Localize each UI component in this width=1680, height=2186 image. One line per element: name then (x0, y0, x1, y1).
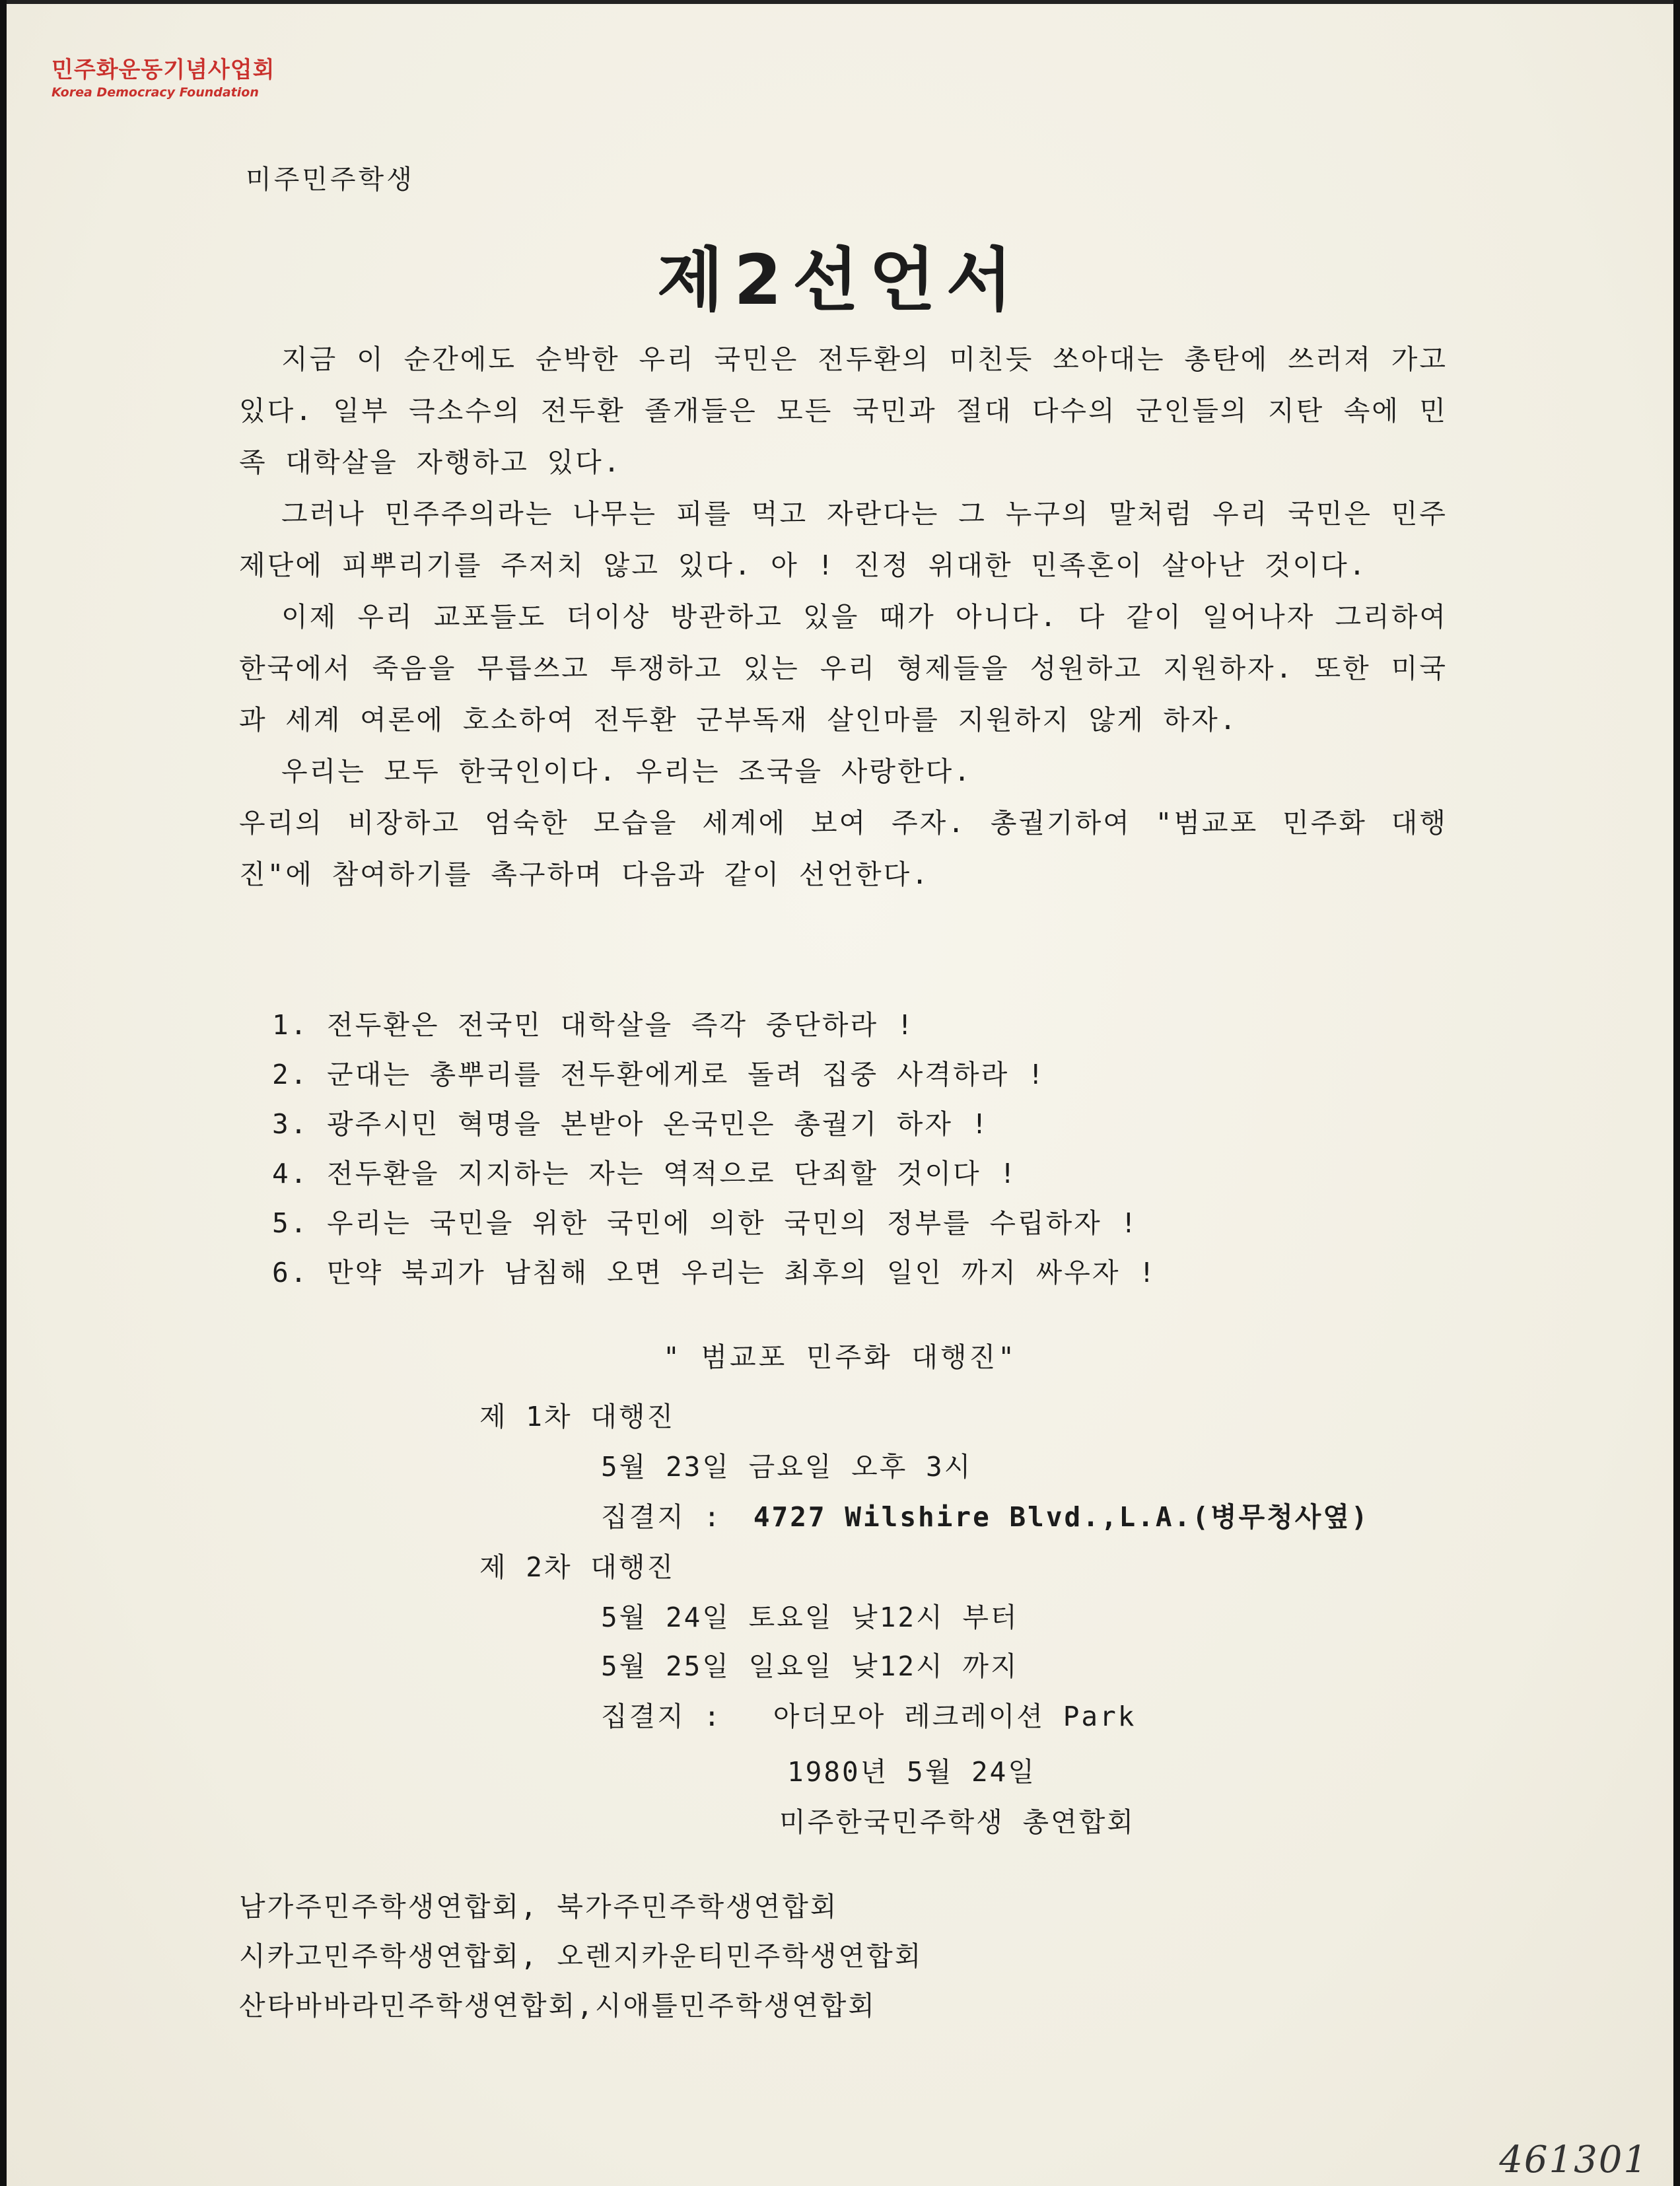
resolution-item: 6. 만약 북괴가 남침해 오면 우리는 최후의 일인 까지 싸우자 ! (272, 1257, 1157, 1288)
document-title: 제2선언서 (656, 240, 1024, 320)
body-paragraph: 우리의 비장하고 엄숙한 모습을 세계에 보여 주자. 총궐기하여 "범교포 민주화 대행진"에 참여하기를 촉구하며 다음과 같이 선언한다. (239, 807, 1448, 890)
member-line: 남가주민주학생연합회, 북가주민주학생연합회 (239, 1891, 839, 1922)
watermark-english: Korea Democracy Foundation (52, 85, 259, 100)
body-paragraph: 그러나 민주주의라는 나무는 피를 먹고 자란다는 그 누구의 말처럼 우리 국민은 민주제단에 피뿌리기를 주저치 않고 있다. 아 ! 진정 위대한 민족혼이 살아난 것이다. (239, 498, 1448, 581)
first-march-date: 5월 23일 금요일 오후 3시 (601, 1451, 973, 1483)
member-line: 시카고민주학생연합회, 오렌지카운티민주학생연합회 (239, 1940, 923, 1972)
second-march-start: 5월 24일 토요일 낮12시 부터 (601, 1602, 1019, 1633)
march-title: " 범교포 민주화 대행진" (663, 1341, 1017, 1373)
member-line: 산타바바라민주학생연합회,시애틀민주학생연합회 (239, 1990, 877, 2022)
resolution-item: 1. 전두환은 전국민 대학살을 즉각 중단하라 ! (272, 1009, 915, 1041)
resolution-item: 5. 우리는 국민을 위한 국민에 의한 국민의 정부를 수립하자 ! (272, 1207, 1139, 1239)
place-address: 4727 Wilshire Blvd.,L.A.(병무청사옆) (753, 1501, 1370, 1533)
body-paragraph: 이제 우리 교포들도 더이상 방관하고 있을 때가 아니다. 다 같이 일어나자 그리하여 한국에서 죽음을 무릅쓰고 투쟁하고 있는 우리 형제들을 성원하고 지원하자. 또한 미국과 세계 여론에 호소하여 전두환 군부독재 살인마를 지원하지 않게 하자. (239, 601, 1448, 736)
place-label: 집결지 : (601, 1701, 722, 1732)
second-march-place (601, 1695, 1136, 1734)
archive-number: 461301 (1499, 2138, 1648, 2181)
place-label: 집결지 : (601, 1501, 722, 1533)
resolution-item: 3. 광주시민 혁명을 본받아 온국민은 총궐기 하자 ! (272, 1108, 990, 1140)
first-march-label: 제 1차 대행진 (479, 1401, 676, 1432)
second-march-end: 5월 25일 일요일 낮12시 까지 (601, 1650, 1019, 1682)
signature-organization: 미주한국민주학생 총연합회 (779, 1806, 1135, 1838)
place-name: 아더모아 레크레이션 Park (773, 1701, 1137, 1732)
second-march-label: 제 2차 대행진 (479, 1551, 676, 1583)
first-march-place (601, 1495, 1370, 1534)
scan-right-edge (1673, 0, 1680, 2186)
organization-header: 미주민주학생 (246, 164, 415, 195)
watermark-korean: 민주화운동기념사업회 (52, 57, 275, 83)
foundation-watermark (52, 52, 275, 100)
scan-top-edge (0, 0, 1680, 4)
declaration-body (239, 334, 1448, 900)
resolution-list (272, 1001, 1157, 1298)
body-paragraph: 우리는 모두 한국인이다. 우리는 조국을 사랑한다. (281, 756, 972, 787)
body-paragraph: 지금 이 순간에도 순박한 우리 국민은 전두환의 미친듯 쏘아대는 총탄에 쓰러져 가고 있다. 일부 극소수의 전두환 졸개들은 모든 국민과 절대 다수의 군인들의 지탄 속에 민족 대학살을 자행하고 있다. (239, 343, 1448, 478)
scan-left-edge (0, 0, 7, 2186)
signature-date: 1980년 5월 24일 (787, 1756, 1036, 1788)
resolution-item: 4. 전두환을 지지하는 자는 역적으로 단죄할 것이다 ! (272, 1158, 1018, 1189)
resolution-item: 2. 군대는 총뿌리를 전두환에게로 돌려 집중 사격하라 ! (272, 1059, 1046, 1090)
member-organizations (239, 1882, 923, 2031)
